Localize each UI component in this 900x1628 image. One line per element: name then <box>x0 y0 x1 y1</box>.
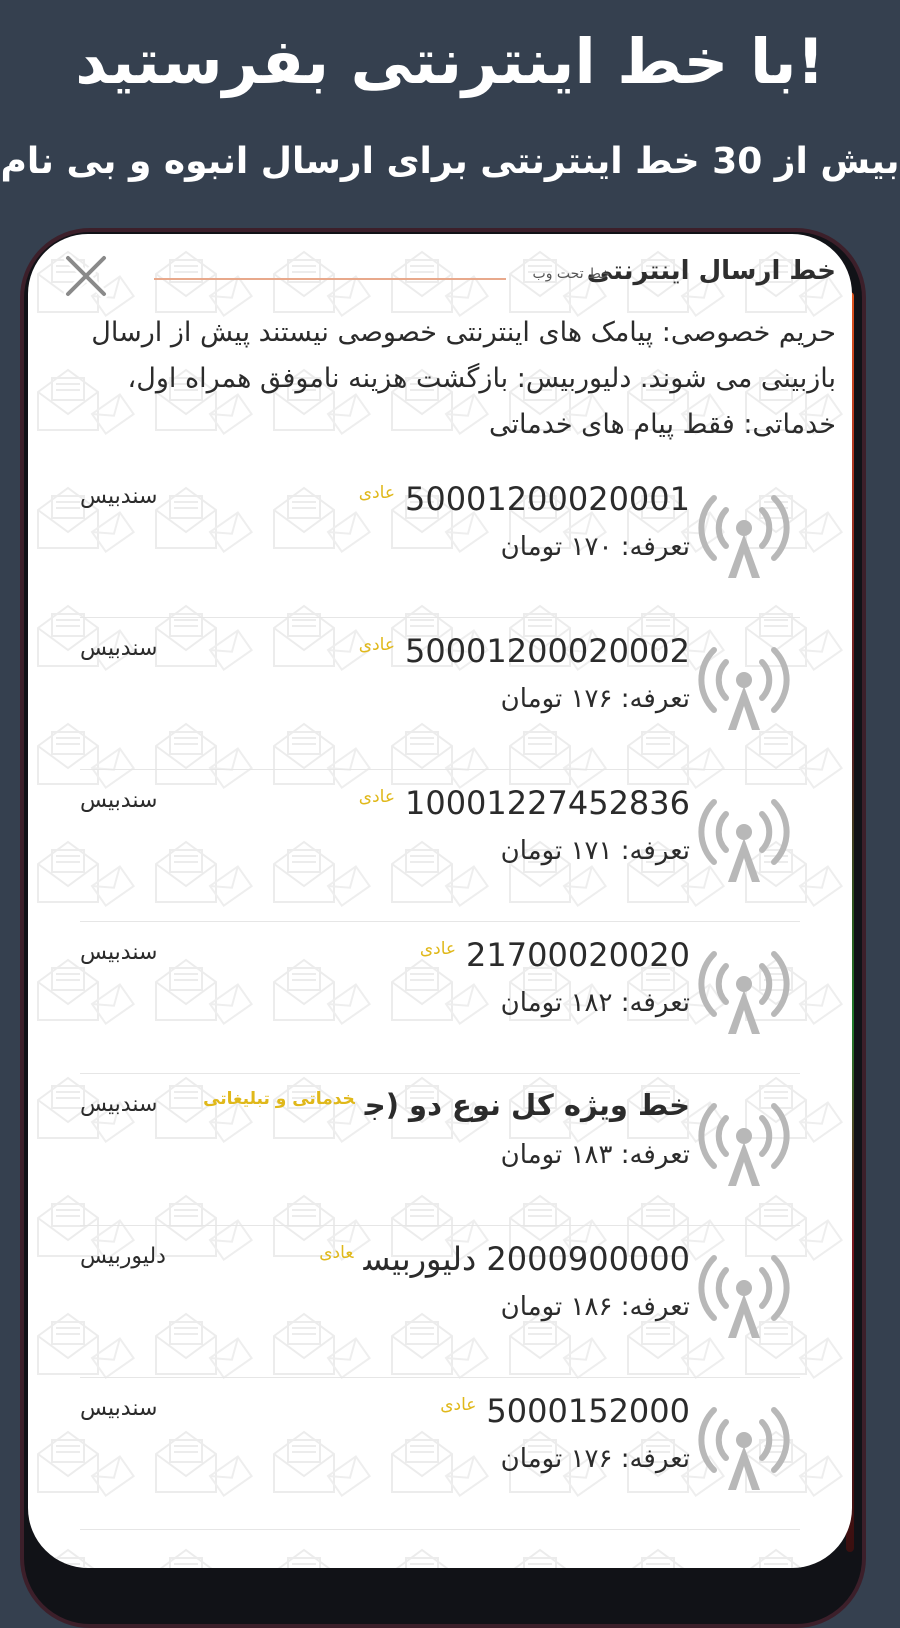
line-row[interactable] <box>28 770 852 922</box>
antenna-icon <box>696 1096 792 1192</box>
antenna-icon <box>696 944 792 1040</box>
line-list <box>28 466 852 1530</box>
line-number: $10001227452836^{عادی}$ <box>358 784 690 822</box>
line-tariff: تعرفه: ۱۸۲ تومان <box>500 988 690 1018</box>
line-number: $5000152000^{عادی}$ <box>440 1392 690 1430</box>
banner-headline: با خط اینترنتی بفرستید! <box>75 25 825 98</box>
line-row[interactable] <box>28 1226 852 1378</box>
header-divider <box>154 278 506 280</box>
row-divider <box>80 1529 800 1530</box>
line-operator: سندبیس <box>80 940 158 965</box>
line-row[interactable] <box>28 618 852 770</box>
line-tariff: تعرفه: ۱۷۶ تومان <box>500 684 690 714</box>
line-operator: سندبیس <box>80 788 158 813</box>
line-type-badge: عادی <box>358 635 395 656</box>
line-type-badge: عادی <box>319 1243 354 1264</box>
line-type-badge: عادی <box>419 939 457 960</box>
line-number: خط ویژه کل نوع دو (ج$^{خدماتی و تبلیغاتی}$ <box>203 1088 690 1122</box>
line-operator: دلیوربیس <box>80 1244 166 1269</box>
line-type-badge: عادی <box>358 483 395 504</box>
line-tariff: تعرفه: ۱۸۳ تومان <box>500 1140 690 1170</box>
close-icon[interactable] <box>60 250 112 302</box>
line-type-badge: عادی <box>358 787 395 808</box>
dialog-title: خط ارسال اینترنتی <box>586 256 836 286</box>
line-tariff: تعرفه: ۱۷۰ تومان <box>500 532 690 562</box>
line-number: 2000900000 دلیوربیس$^{عادی}$ <box>319 1240 690 1278</box>
line-row[interactable] <box>28 1378 852 1530</box>
line-number: $21700020020^{عادی}$ <box>419 936 690 974</box>
line-tariff: تعرفه: ۱۸۶ تومان <box>500 1292 690 1322</box>
antenna-icon <box>696 1400 792 1496</box>
line-tariff: تعرفه: ۱۷۶ تومان <box>500 1444 690 1474</box>
line-type-badge: خدماتی و تبلیغاتی <box>203 1089 355 1110</box>
line-row[interactable] <box>28 922 852 1074</box>
line-tariff: تعرفه: ۱۷۱ تومان <box>500 836 690 866</box>
dialog-header <box>62 256 836 300</box>
banner-subline: بیش از 30 خط اینترنتی برای ارسال انبوه و بی نام <box>0 141 900 182</box>
dialog-subtitle: خط تحت وب <box>532 266 610 282</box>
line-number: $50001200020001^{عادی}$ <box>358 480 690 518</box>
line-operator: سندبیس <box>80 1396 158 1421</box>
antenna-icon <box>696 640 792 736</box>
antenna-icon <box>696 488 792 584</box>
line-row[interactable] <box>28 1074 852 1226</box>
line-type-badge: عادی <box>440 1395 477 1416</box>
antenna-icon <box>696 1248 792 1344</box>
privacy-notice: حریم خصوصی: پیامک های اینترنتی خصوصی نیستند پیش از ارسال بازبینی می شوند. دلیوربیس: بازگشت هزینه ناموفق همراه اول، خدماتی: فقط پیام های خدماتی <box>91 317 836 440</box>
line-number: $50001200020002^{عادی}$ <box>358 632 690 670</box>
line-picker-dialog <box>28 234 852 1568</box>
line-operator: سندبیس <box>80 636 158 661</box>
line-row[interactable] <box>28 466 852 618</box>
line-operator: سندبیس <box>80 1092 158 1117</box>
line-operator: سندبیس <box>80 484 158 509</box>
antenna-icon <box>696 792 792 888</box>
